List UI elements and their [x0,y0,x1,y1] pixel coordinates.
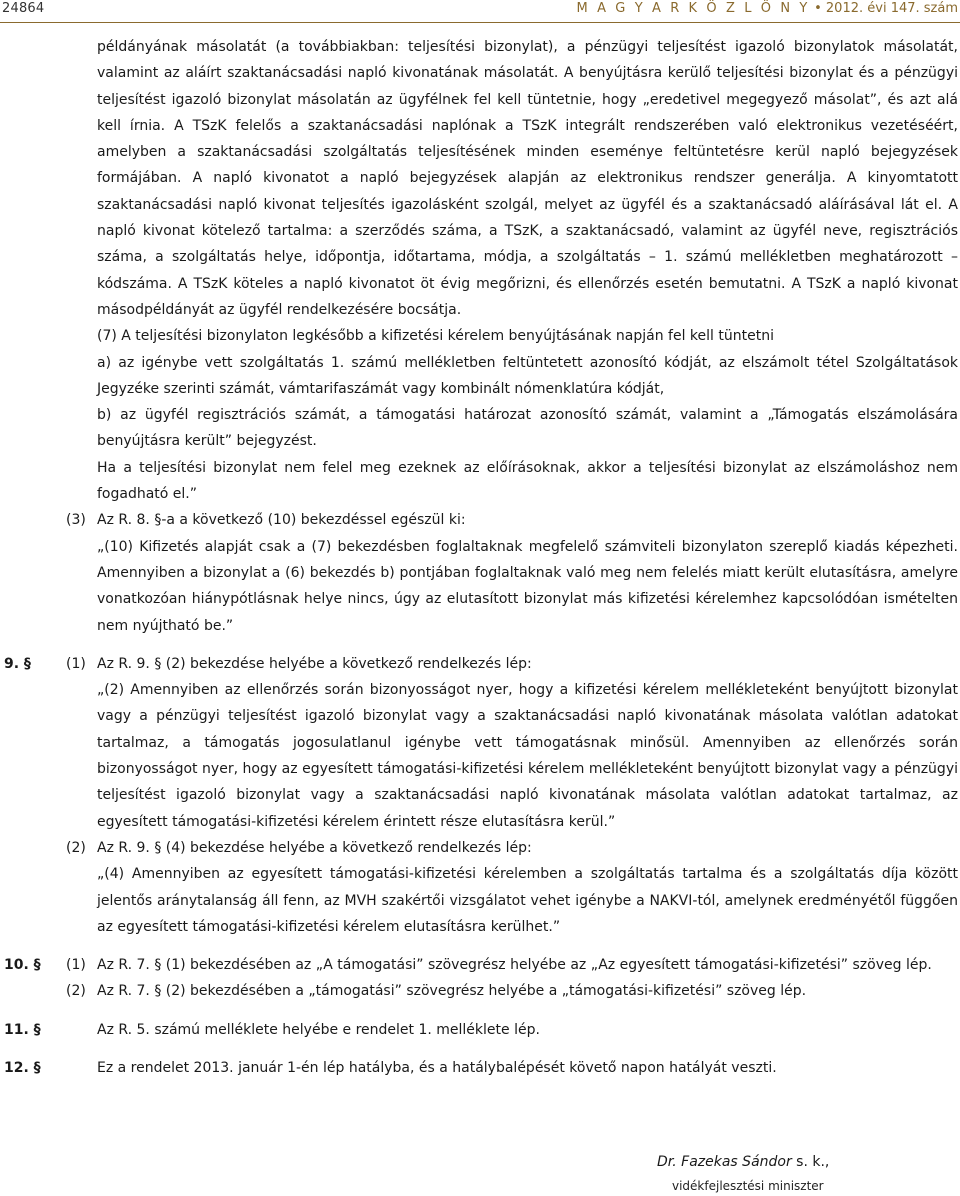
section-number: 11. § [4,1021,41,1038]
gazette-title [577,1,958,16]
subsection-lead: Az R. 7. § (2) bekezdésében a „támogatási” szövegrész helyébe a „támogatási-kifizetési” szöveg lép. [97,983,807,1000]
subsection [0,952,960,978]
subsection-number: (1) [66,655,86,672]
page-number: 24864 [2,1,45,16]
section-number: 12. § [4,1059,41,1076]
para-7-closing: Ha a teljesítési bizonylat nem felel meg ezeknek az előírásoknak, akkor a teljesítési bizonylat az elszámoláshoz nem fogadható el.” [97,459,958,503]
signatory-line [657,1154,829,1170]
signatory-role: vidékfejlesztési miniszter [672,1179,824,1193]
para-7-item-b: b) az ügyfél regisztrációs számát, a támogatási határozat azonosító számát, valamint a „Támogatás elszámolására benyújtásra került” bejegyzést. [97,407,958,450]
gazette-name: M A G Y A R K Ö Z L Ö N Y [576,1,810,16]
header-rule [0,22,960,23]
subsection-lead: Az R. 9. § (2) bekezdése helyébe a következő rendelkezés lép: [97,655,532,672]
subsection-number: (1) [66,957,86,974]
subsection [0,978,960,1004]
section-10 [0,952,960,1005]
section-11 [0,1017,960,1043]
signatory-name: Dr. Fazekas Sándor [657,1154,792,1170]
section-text: Ez a rendelet 2013. január 1-én lép hatályba, és a hatálybalépését követő napon hatályát veszti. [97,1059,777,1076]
subsection [0,651,960,835]
section-12 [0,1055,960,1081]
para-7-item-a: a) az igénybe vett szolgáltatás 1. számú mellékletben feltüntetett azonosító kódját, az elszámolt tétel Szolgáltatások Jegyzéke szerinti számát, vámtarifaszámát vagy kombinált nómenklatúra kódját, [97,354,958,397]
section-number: 10. § [4,957,41,974]
subsection-text: „(4) Amennyiben az egyesített támogatási-kifizetési kérelemben a szolgáltatás tartalma és a szolgáltatás díja között jelentős aránytalanság áll fenn, az MVH szakértői vizsgálatot vehet igénybe a NAKVI-tól, amelynek eredményétől függően az egyesített támogatási-kifizetési kérelem elutasításra kerülhet.” [97,866,958,935]
subsection-lead: Az R. 8. §-a a következő (10) bekezdéssel egészül ki: [97,512,466,529]
section-9 [0,651,960,940]
subsection-text: „(10) Kifizetés alapját csak a (7) bekezdésben foglaltaknak megfelelő számviteli bizonylaton szereplő kiadás képezheti. Amennyiben a bizonylat a (6) bekezdés b) pontjában foglaltaknak való meg nem felelés miatt került elutasításra, amelyre vonatkozóan hiánypótlásnak helye nincs, úgy az elutasított bizonylat más kifizetési kérelemhez kapcsolódóan ismételten nem nyújtható be.” [97,538,958,634]
signature-block [0,1150,960,1196]
subsection-lead: Az R. 7. § (1) bekezdésében az „A támogatási” szövegrész helyébe az „Az egyesített támogatási-kifizetési” szöveg lép. [97,957,932,974]
subsection [0,835,960,940]
subsection-number: (2) [66,839,86,856]
subsection-number: (2) [66,983,86,1000]
subsection-3 [0,507,960,638]
intro-paragraph: példányának másolatát (a továbbiakban: teljesítési bizonylat), a pénzügyi teljesítést igazoló bizonylatok másolatát, valamint az aláírt szaktanácsadási napló kivonatának másolatát. A benyújtásra kerülő teljesítési bizonylat és a pénzügyi teljesítést igazoló bizonylat másolatán az ügyfélnek fel kell tüntetnie, hogy „eredetivel megegyező másolat”, és azt alá kell írnia. A TSzK felelős a szaktanácsadási naplónak a TSzK integrált rendszerében való elektronikus vezetéséért, amelyben a szaktanácsadási szolgáltatás teljesítésének minden eseménye feltüntetésre kerül napló bejegyzések formájában. A napló kivonatot a napló bejegyzések alapján az elektronikus rendszer generálja. A kinyomtatott szaktanácsadási napló kivonat teljesítés igazolásként szolgál, melyet az ügyfél és a szaktanácsadó aláírásával lát el. A napló kivonat kötelező tartalma: a szerződés száma, a TSzK, a szaktanácsadó, valamint az ügyfél neve, regisztrációs száma, a szolgáltatás helye, időpontja, időtartama, módja, a szolgáltatás – 1. számú mellékletben meghatározott – kódszáma. A TSzK köteles a napló kivonatot öt évig megőrizni, és ellenőrzés esetén bemutatni. A TSzK a napló kivonat másodpéldányát az ügyfél rendelkezésére bocsátja. [97,39,958,318]
page-header [0,0,960,20]
issue-number: • 2012. évi 147. szám [814,1,958,16]
subsection-number: (3) [66,512,86,529]
subsection-lead: Az R. 9. § (4) bekezdése helyébe a következő rendelkezés lép: [97,839,532,856]
subsection-text: „(2) Amennyiben az ellenőrzés során bizonyosságot nyer, hogy a kifizetési kérelem mellékleteként benyújtott bizonylat vagy a pénzügyi teljesítést igazoló bizonylat vagy a szaktanácsadási napló kivonatának másolata valótlan adatokat tartalmaz, a támogatás jogosulatlanul igénybe vett támogatásnak minősül. Amennyiben az ellenőrzés során bizonyosságot nyer, hogy az egyesített támogatási-kifizetési kérelem mellékleteként benyújtott bizonylat vagy a pénzügyi teljesítést igazoló bizonylat vagy a szaktanácsadási napló kivonatának másolata valótlan adatokat tartalmaz, az egyesített támogatási-kifizetési kérelem érintett része elutasításra kerül.” [97,682,958,830]
signatory-suffix: s. k., [791,1154,830,1170]
para-7-intro: (7) A teljesítési bizonylaton legkésőbb a kifizetési kérelem benyújtásának napján fel kell tüntetni [97,328,774,345]
document-body [0,34,960,1081]
section-number: 9. § [4,655,31,672]
section-text: Az R. 5. számú melléklete helyébe e rendelet 1. melléklete lép. [97,1021,540,1038]
